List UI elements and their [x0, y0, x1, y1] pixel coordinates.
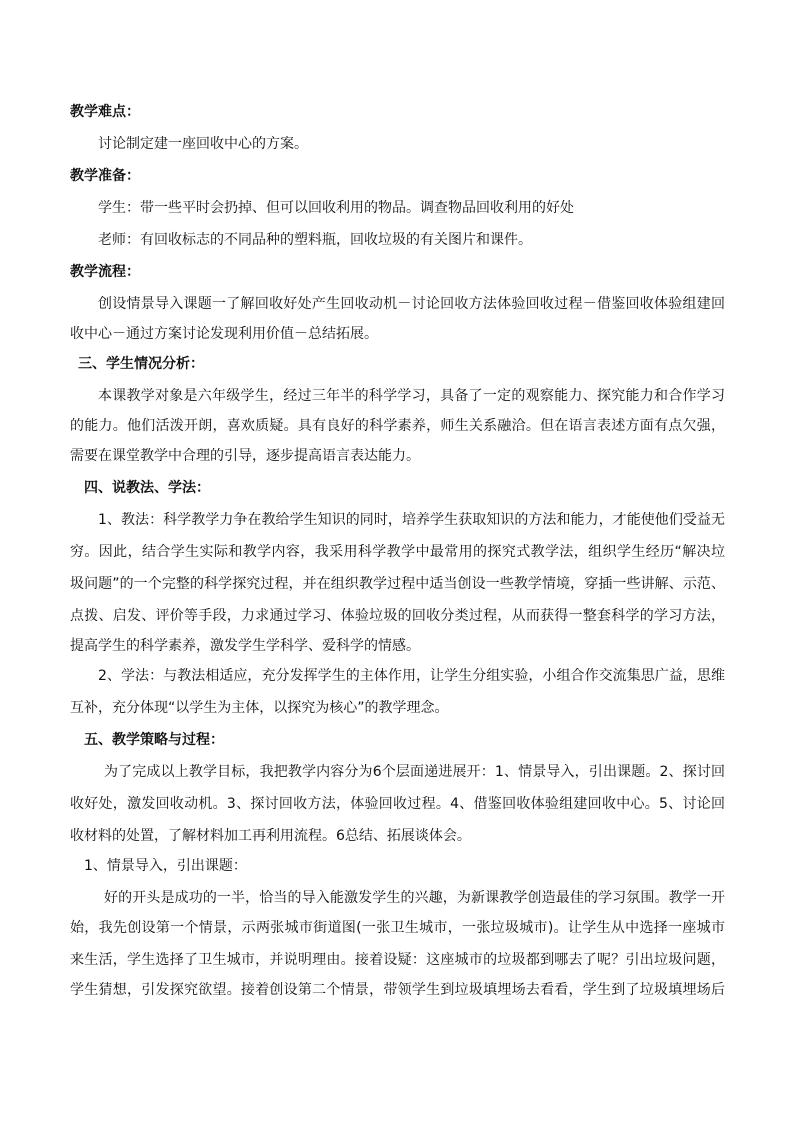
- heading-section-five: 五、教学策略与过程：: [84, 732, 224, 748]
- paragraph-line: 创设情景导入课题一了解回收好处产生回收动机－讨论回收方法体验回收过程－借鉴回收体验组建回: [98, 296, 725, 312]
- paragraph-line: 讨论制定建一座回收中心的方案。: [98, 136, 308, 152]
- subheading-scenario-intro: 1、情景导入，引出课题：: [84, 858, 247, 874]
- paragraph-line: 老师：有回收标志的不同品种的塑料瓶，回收垃圾的有关图片和课件。: [98, 232, 532, 248]
- paragraph-line: 来生活，学生选择了卫生城市，并说明理由。接着设疑：这座城市的垃圾都到哪去了呢？引出垃圾问题，: [70, 952, 725, 968]
- heading-teaching-difficulty: 教学难点：: [70, 104, 140, 120]
- paragraph-line: 学生：带一些平时会扔掉、但可以回收利用的物品。调查物品回收利用的好处: [98, 200, 574, 216]
- paragraph-line: 点拨、启发、评价等手段，力求通过学习、体验垃圾的回收分类过程，从而获得一整套科学的学习方法，: [70, 608, 725, 624]
- paragraph-line: 学生猜想，引发探究欲望。接着创设第二个情景，带领学生到垃圾填埋场去看看，学生到了垃圾填埋场后: [70, 982, 725, 998]
- paragraph-line: 本课教学对象是六年级学生，经过三年半的科学学习，具备了一定的观察能力、探究能力和合作学习: [98, 388, 725, 404]
- paragraph-line: 收好处，激发回收动机。3、探讨回收方法，体验回收过程。4、借鉴回收体验组建回收中心。5、讨论回: [70, 796, 725, 812]
- heading-section-three: 三、学生情况分析：: [78, 356, 204, 372]
- paragraph-line: 收材料的处置，了解材料加工再利用流程。6总结、拓展谈体会。: [70, 828, 471, 844]
- paragraph-line: 为了完成以上教学目标，我把教学内容分为6个层面递进展开：1、情景导入，引出课题。2、探讨回: [104, 764, 725, 780]
- heading-teaching-flow: 教学流程：: [70, 264, 140, 280]
- paragraph-line: 提高学生的科学素养，激发学生学科学、爱科学的情感。: [70, 638, 420, 654]
- heading-section-four: 四、说教法、学法：: [84, 480, 210, 496]
- paragraph-line: 好的开头是成功的一半，恰当的导入能激发学生的兴趣，为新课教学创造最佳的学习氛围。教学一开: [104, 890, 725, 906]
- paragraph-line: 始，我先创设第一个情景，示两张城市街道图(一张卫生城市，一张垃圾城市)。让学生从中选择一座城市: [70, 920, 725, 936]
- paragraph-line: 的能力。他们活泼开朗，喜欢质疑。具有良好的科学素养，师生关系融洽。但在语言表述方面有点欠强，: [70, 418, 725, 434]
- paragraph-line: 穷。因此，结合学生实际和教学内容，我采用科学教学中最常用的探究式教学法，组织学生经历“解决垃: [70, 544, 725, 560]
- paragraph-line: 互补，充分体现“以学生为主体，以探究为核心”的教学理念。: [70, 700, 449, 716]
- paragraph-line: 2、学法：与教法相适应，充分发挥学生的主体作用，让学生分组实验，小组合作交流集思广益，思维: [98, 668, 725, 684]
- paragraph-line: 需要在课堂教学中合理的引导，逐步提高语言表达能力。: [70, 448, 420, 464]
- paragraph-line: 1、教法：科学教学力争在教给学生知识的同时，培养学生获取知识的方法和能力，才能使他们受益无: [98, 512, 725, 528]
- paragraph-line: 收中心－通过方案讨论发现利用价值－总结拓展。: [70, 326, 378, 342]
- heading-teaching-preparation: 教学准备：: [70, 168, 140, 184]
- paragraph-line: 圾问题”的一个完整的科学探究过程，并在组织教学过程中适当创设一些教学情境，穿插一些讲解、示范、: [70, 576, 725, 592]
